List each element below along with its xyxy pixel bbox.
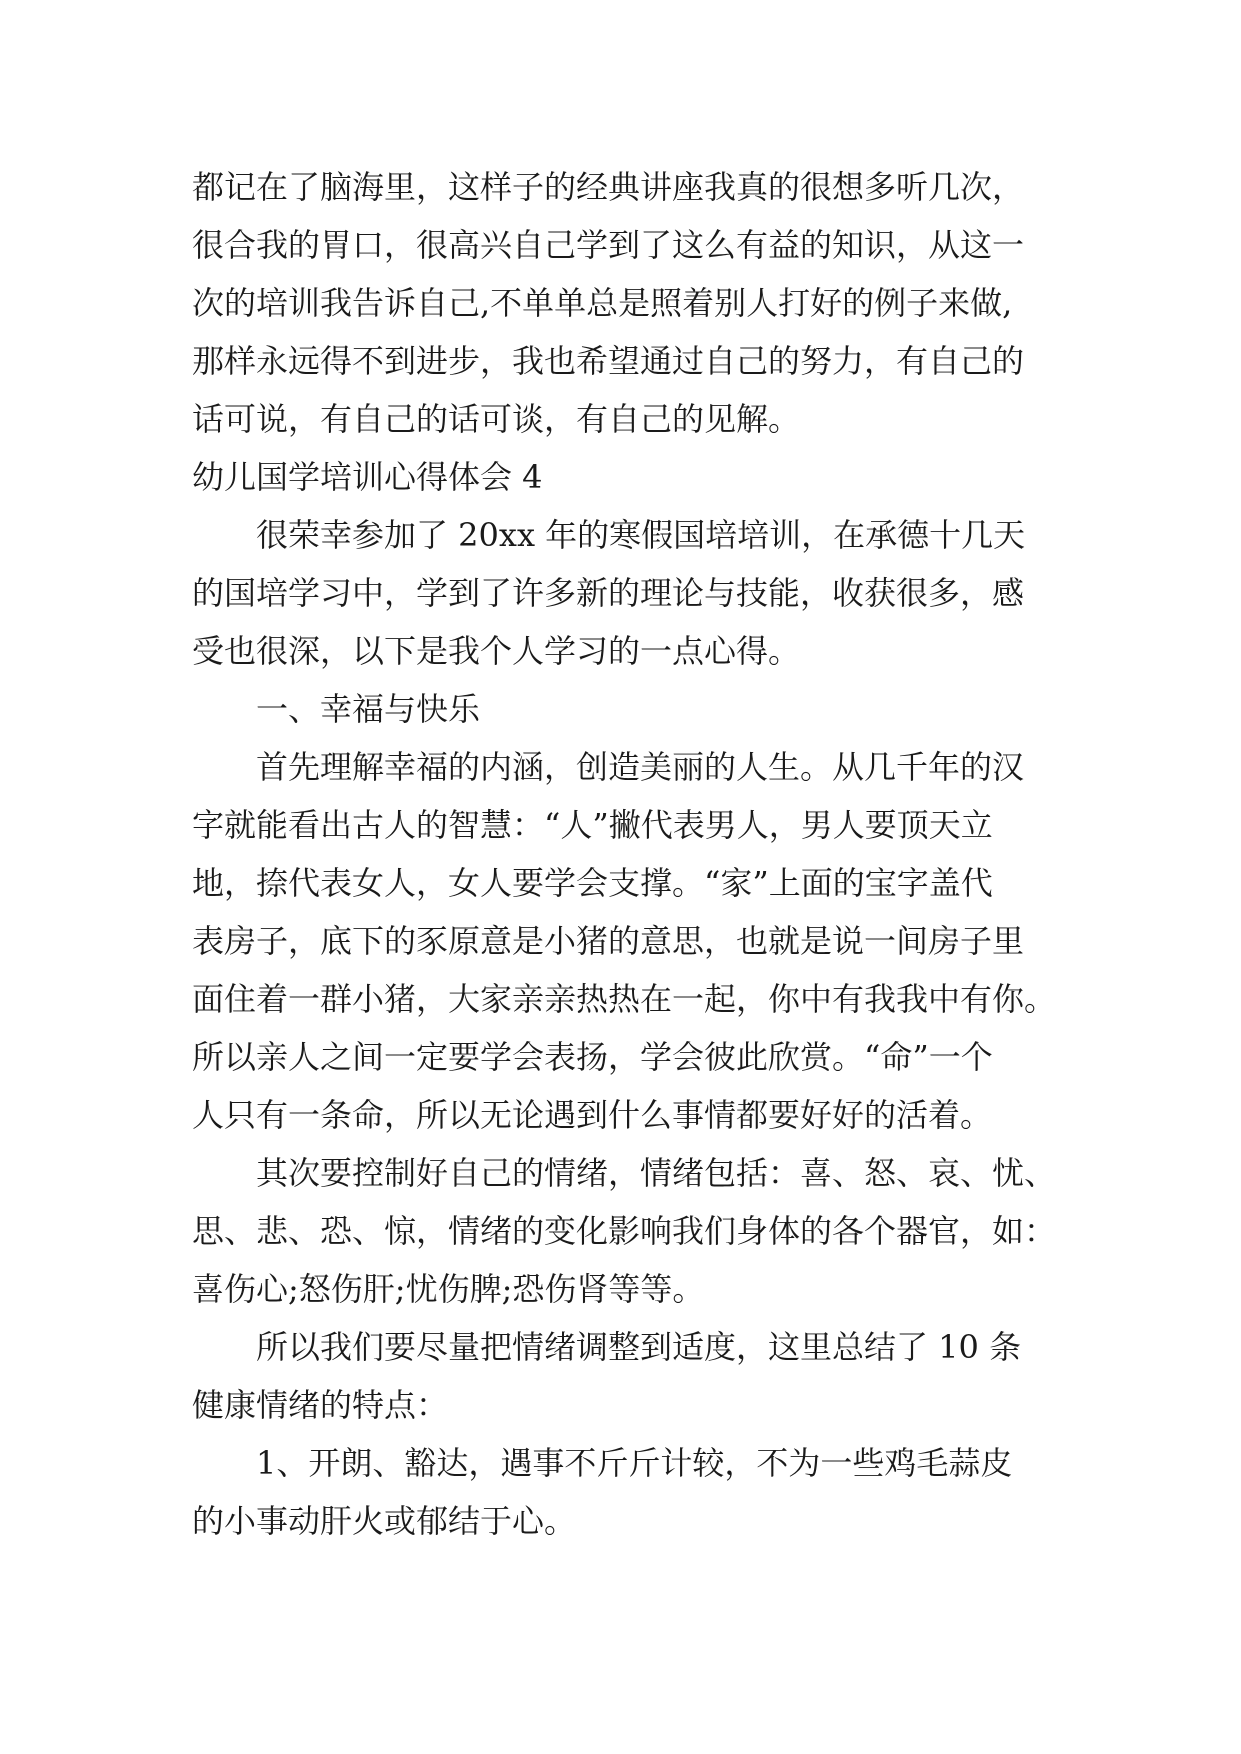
text-line: 的国培学习中，学到了许多新的理论与技能，收获很多，感 xyxy=(192,574,1025,612)
text-line: 思、悲、恐、惊，情绪的变化影响我们身体的各个器官，如： xyxy=(192,1212,1057,1250)
paragraph-first-line: 很荣幸参加了 20xx 年的寒假国培培训，在承德十几天 xyxy=(256,516,1026,554)
text-line: 人只有一条命，所以无论遇到什么事情都要好好的活着。 xyxy=(192,1096,993,1134)
text-line: 健康情绪的特点： xyxy=(192,1386,449,1424)
text-line: 话可说，有自己的话可谈，有自己的见解。 xyxy=(192,400,801,438)
text-line: 所以亲人之间一定要学会表扬，学会彼此欣赏。“命”一个 xyxy=(192,1038,993,1076)
paragraph-first-line: 首先理解幸福的内涵，创造美丽的人生。从几千年的汉 xyxy=(256,748,1025,786)
text-line: 喜伤心;怒伤肝;忧伤脾;恐伤肾等等。 xyxy=(192,1270,705,1308)
section-title: 幼儿国学培训心得体会 4 xyxy=(192,458,543,496)
document-body xyxy=(192,158,1092,1550)
paragraph-first-line: 其次要控制好自己的情绪，情绪包括：喜、怒、哀、忧、 xyxy=(256,1154,1057,1192)
text-line: 受也很深，以下是我个人学习的一点心得。 xyxy=(192,632,801,670)
text-line: 的小事动肝火或郁结于心。 xyxy=(192,1502,577,1540)
text-line: 表房子，底下的豕原意是小猪的意思，也就是说一间房子里 xyxy=(192,922,1025,960)
paragraph-first-line: 所以我们要尽量把情绪调整到适度，这里总结了 10 条 xyxy=(256,1328,1022,1366)
text-line: 字就能看出古人的智慧：“人”撇代表男人，男人要顶天立 xyxy=(192,806,993,844)
text-line: 面住着一群小猪，大家亲亲热热在一起，你中有我我中有你。 xyxy=(192,980,1057,1018)
subheading: 一、幸福与快乐 xyxy=(256,690,481,728)
text-line: 都记在了脑海里，这样子的经典讲座我真的很想多听几次， xyxy=(192,168,1025,206)
text-line: 很合我的胃口，很高兴自己学到了这么有益的知识，从这一 xyxy=(192,226,1025,264)
text-line: 那样永远得不到进步，我也希望通过自己的努力，有自己的 xyxy=(192,342,1025,380)
text-line: 次的培训我告诉自己,不单单总是照着别人打好的例子来做, xyxy=(192,284,1013,322)
text-line: 地，捺代表女人，女人要学会支撑。“家”上面的宝字盖代 xyxy=(192,864,993,902)
list-item-first-line: 1、开朗、豁达，遇事不斤斤计较，不为一些鸡毛蒜皮 xyxy=(256,1444,1013,1482)
